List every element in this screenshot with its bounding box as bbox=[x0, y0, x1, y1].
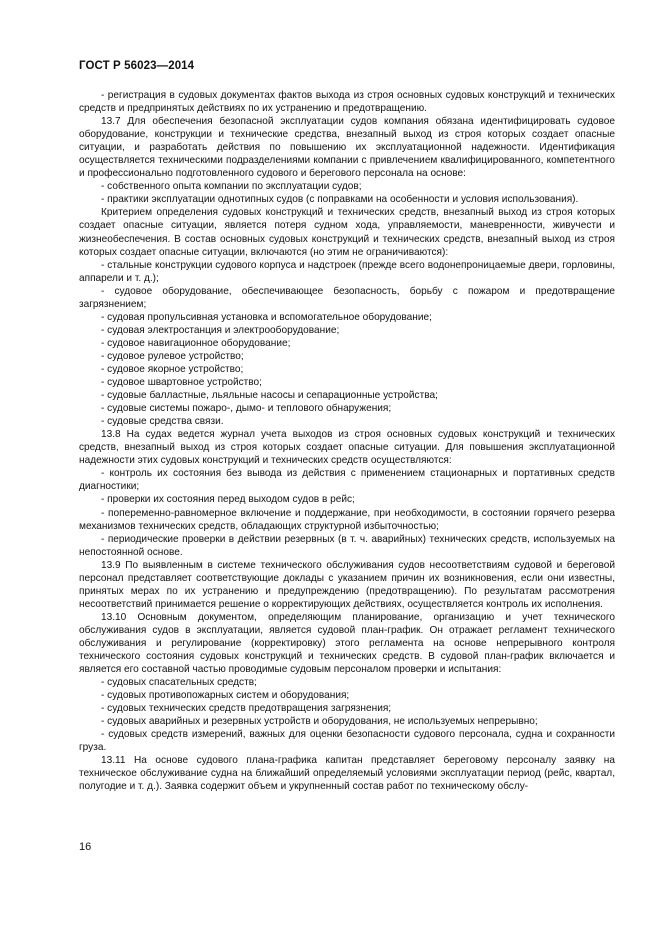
list-item: - судовое навигационное оборудование; bbox=[101, 337, 291, 349]
list-item: - судовых противопожарных систем и оборудования; bbox=[101, 690, 350, 702]
list-item: - стальные конструкции судового корпуса и надстроек (прежде всего водонепроницаемые двери, горловины, аппарели и т. д.); bbox=[79, 259, 615, 284]
paragraph: Критерием определения судовых конструкций и технических средств, внезапный выход из строя которых создает опасные ситуации, является потеря судном хода, управляемости, маневренности, живучести и жизнеобеспечения. В состав основных судовых конструкций и технических средств, внезапный выход из строя которых создает опасные ситуации, включаются (но этим не ограничиваются): bbox=[79, 207, 615, 258]
list-item: - судовые балластные, льяльные насосы и сепарационные устройства; bbox=[101, 390, 438, 402]
list-item: - контроль их состояния без вывода из действия с применением стационарных и портативных средств диагностики; bbox=[79, 468, 615, 493]
list-item: - судовых технических средств предотвращения загрязнения; bbox=[101, 703, 392, 715]
paragraph: 13.7 Для обеспечения безопасной эксплуатации судов компания обязана идентифицировать судовое оборудование, конструкции и технические средства, внезапный выход из строя которых создает опасные ситуации, и разработать действия по повышению их эксплуатационной надежности. Идентификация осуществляется техническими подразделениями компании с привлечением квалифицированного, компетентного и профессионально подготовленного судового и берегового персонала на основе: bbox=[79, 116, 615, 180]
list-item: - судовых спасательных средств; bbox=[101, 677, 257, 689]
paragraph: 13.8 На судах ведется журнал учета выходов из строя основных судовых конструкций и технических средств, внезапный выход из строя которых создает опасные ситуации. Для повышения эксплуатационной надежности этих судовых конструкций и технических средств осуществляются: bbox=[79, 429, 615, 467]
list-item: - регистрация в судовых документах фактов выхода из строя основных судовых конструкций и технических средств и предпринятых действиях по их устранению и предотвращению. bbox=[79, 90, 615, 115]
paragraph: 13.9 По выявленным в системе технического обслуживания судов несоответствиям судовой и береговой персонал представляет соответствующие доклады с указанием причин их возникновения, если они известны, принятых мерах по их устранению и предупреждению (предотвращению). По результатам рассмотрения несоответствий принимается решение о корректирующих действиях, осуществляется контроль их исполнения. bbox=[79, 559, 615, 610]
list-item: - судовое оборудование, обеспечивающее безопасность, борьбу с пожаром и предотвращение загрязнением; bbox=[79, 285, 615, 310]
list-item: - периодические проверки в действии резервных (в т. ч. аварийных) технических средств, используемых на непостоянной основе. bbox=[79, 533, 615, 558]
list-item: - попеременно-равномерное включение и поддержание, при необходимости, в состоянии горячего резерва механизмов технических средств, обладающих структурной избыточностью; bbox=[79, 507, 615, 532]
paragraph: 13.11 На основе судового плана-графика капитан представляет береговому персоналу заявку на техническое обслуживание судна на ближайший определяемый условиями эксплуатации период (рейс, квартал, полугодие и т. д.). Заявка содержит объем и укрупненный состав работ по техническому обслу- bbox=[79, 755, 615, 793]
list-item: - судовые системы пожаро-, дымо- и теплового обнаружения; bbox=[101, 403, 392, 415]
list-item: - судовых средств измерений, важных для оценки безопасности судового персонала, судна и сохранности груза. bbox=[79, 729, 615, 754]
list-item: - судовые средства связи. bbox=[101, 416, 224, 428]
page-number: 16 bbox=[79, 841, 92, 853]
list-item: - собственного опыта компании по эксплуатации судов; bbox=[101, 181, 362, 193]
document-header: ГОСТ Р 56023—2014 bbox=[79, 60, 195, 72]
list-item: - судовое швартовное устройство; bbox=[101, 377, 262, 389]
list-item: - проверки их состояния перед выходом судов в рейс; bbox=[101, 494, 355, 506]
paragraph: 13.10 Основным документом, определяющим планирование, организацию и учет технического обслуживания судов в эксплуатации, является судовой план-график. Он отражает регламент технического обслуживания и регулирование (корректировку) этого регламента на основе непрерывного контроля технического состояния судовых конструкций и технических средств. В судовой план-график включается и является его составной частью проводимые судовым персоналом проверки и испытания: bbox=[79, 611, 615, 676]
list-item: - судовое якорное устройство; bbox=[101, 363, 244, 375]
list-item: - судовая пропульсивная установка и вспомогательное оборудование; bbox=[101, 311, 432, 323]
list-item: - практики эксплуатации однотипных судов (с поправками на особенности и условия использования). bbox=[101, 194, 579, 206]
list-item: - судовое рулевое устройство; bbox=[101, 350, 244, 362]
document-body bbox=[79, 89, 615, 794]
list-item: - судовая электростанция и электрооборудование; bbox=[101, 324, 340, 336]
list-item: - судовых аварийных и резервных устройств и оборудования, не используемых непрерывно; bbox=[101, 716, 538, 728]
